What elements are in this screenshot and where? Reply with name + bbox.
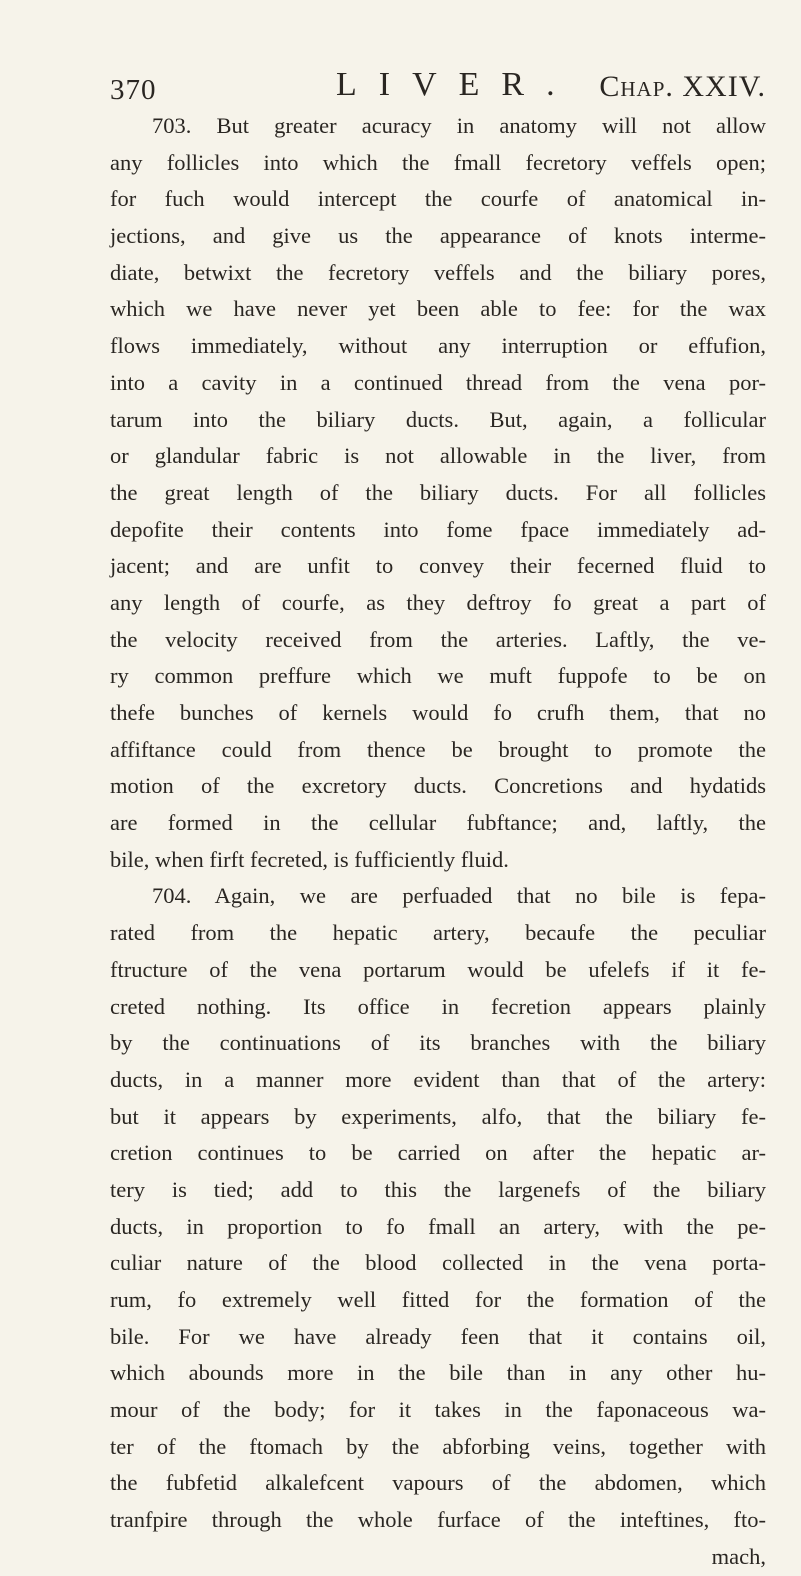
catchword: mach,	[711, 1543, 766, 1569]
text-line: rated from the hepatic artery, becaufe the peculiar	[110, 920, 766, 946]
text-line: tery is tied; add to this the largenefs of the biliary	[110, 1176, 766, 1202]
text-line: cretion continues to be carried on after the hepatic ar-	[110, 1140, 766, 1166]
text-line: for fuch would intercept the courfe of anatomical in-	[110, 186, 766, 212]
text-line: which abounds more in the bile than in any other hu-	[110, 1360, 766, 1386]
text-line: tranfpire through the whole furface of the inteftines, fto-	[110, 1507, 766, 1533]
text-line: tarum into the biliary ducts. But, again, a follicular	[110, 406, 766, 432]
text-line: which we have never yet been able to fee: for the wax	[110, 296, 766, 322]
text-line: affiftance could from thence be brought to promote the	[110, 736, 766, 762]
text-line: thefe bunches of kernels would fo crufh them, that no	[110, 700, 766, 725]
running-title: LIVER.	[336, 66, 577, 103]
text-line: any length of courfe, as they deftroy fo great a part of	[110, 589, 766, 615]
text-line: diate, betwixt the fecretory veffels and the biliary pores,	[110, 259, 766, 285]
text-line: bile, when firft fecreted, is fufficiently fluid.	[110, 846, 509, 872]
text-line: bile. For we have already feen that it contains oil,	[110, 1323, 766, 1349]
text-line: but it appears by experiments, alfo, that the biliary fe-	[110, 1103, 766, 1129]
chapter-label: Chap. XXIV.	[599, 70, 766, 103]
text-line: 704. Again, we are perfuaded that no bile is fepa-	[152, 883, 766, 909]
text-line: flows immediately, without any interruption or effufion,	[110, 333, 766, 359]
text-line: the velocity received from the arteries. Laftly, the ve-	[110, 626, 766, 652]
body-text	[110, 108, 766, 1576]
text-line: are formed in the cellular fubftance; and, laftly, the	[110, 810, 766, 836]
text-line: depofite their contents into fome fpace immediately ad-	[110, 516, 766, 542]
text-line: 703. But greater acuracy in anatomy will not allow	[152, 113, 766, 138]
text-line: ducts, in proportion to fo fmall an artery, with the pe-	[110, 1213, 766, 1239]
text-line: rum, fo extremely well fitted for the formation of the	[110, 1287, 766, 1312]
text-line: or glandular fabric is not allowable in the liver, from	[110, 443, 766, 469]
text-line: ducts, in a manner more evident than that of the artery:	[110, 1066, 766, 1092]
text-line: jections, and give us the appearance of knots interme-	[110, 223, 766, 249]
text-line: ry common preffure which we muft fuppofe to be on	[110, 663, 766, 689]
text-line: motion of the excretory ducts. Concretions and hydatids	[110, 773, 766, 799]
running-header	[110, 66, 766, 106]
text-line: mour of the body; for it takes in the faponaceous wa-	[110, 1397, 766, 1423]
text-line: creted nothing. Its office in fecretion appears plainly	[110, 993, 766, 1019]
text-line: the great length of the biliary ducts. For all follicles	[110, 479, 766, 505]
text-line: culiar nature of the blood collected in the vena porta-	[110, 1250, 766, 1276]
text-line: by the continuations of its branches with the biliary	[110, 1030, 766, 1056]
text-line: the fubfetid alkalefcent vapours of the abdomen, which	[110, 1470, 766, 1496]
text-line: ter of the ftomach by the abforbing veins, together with	[110, 1433, 766, 1459]
text-line: jacent; and are unfit to convey their fecerned fluid to	[110, 553, 766, 579]
text-line: ftructure of the vena portarum would be ufelefs if it fe-	[110, 956, 766, 982]
text-line: any follicles into which the fmall fecretory veffels open;	[110, 149, 766, 175]
page-number: 370	[110, 74, 157, 106]
text-line: into a cavity in a continued thread from the vena por-	[110, 369, 766, 395]
